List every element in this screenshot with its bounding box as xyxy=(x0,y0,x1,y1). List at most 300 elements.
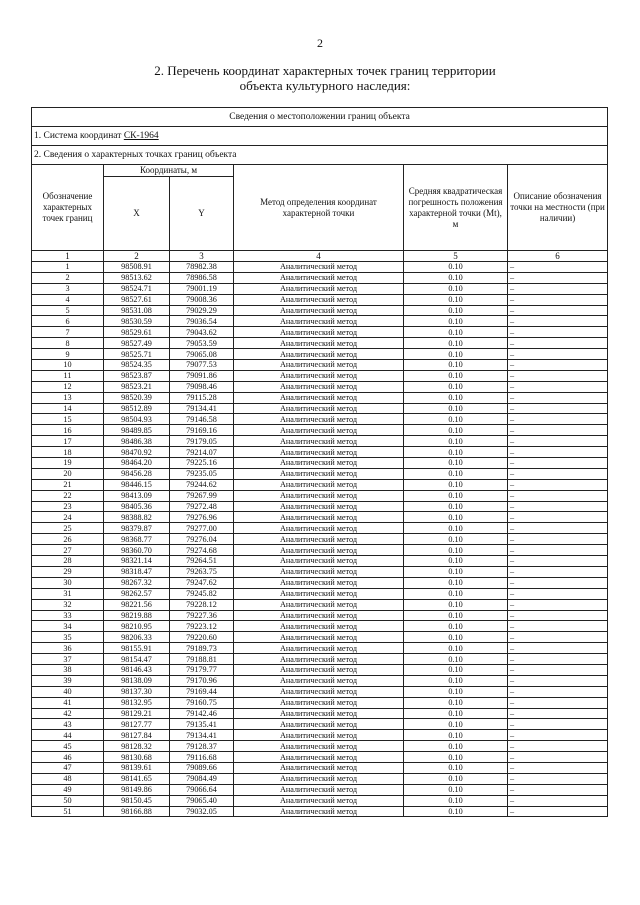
description-cell: – xyxy=(508,654,608,665)
col-number-5: 5 xyxy=(404,251,508,262)
method-cell: Аналитический метод xyxy=(234,370,404,381)
point-id-cell: 7 xyxy=(32,327,104,338)
error-cell: 0.10 xyxy=(404,577,508,588)
table-row xyxy=(32,414,608,425)
x-coordinate-cell: 98321.14 xyxy=(104,556,170,567)
x-coordinate-cell: 98525.71 xyxy=(104,349,170,360)
method-cell: Аналитический метод xyxy=(234,752,404,763)
y-coordinate-cell: 79276.04 xyxy=(170,534,234,545)
description-cell: – xyxy=(508,316,608,327)
error-cell: 0.10 xyxy=(404,762,508,773)
point-id-cell: 3 xyxy=(32,283,104,294)
error-cell: 0.10 xyxy=(404,414,508,425)
method-cell: Аналитический метод xyxy=(234,545,404,556)
description-cell: – xyxy=(508,730,608,741)
method-cell: Аналитический метод xyxy=(234,360,404,371)
description-cell: – xyxy=(508,392,608,403)
table-row xyxy=(32,654,608,665)
point-id-cell: 44 xyxy=(32,730,104,741)
y-coordinate-cell: 79223.12 xyxy=(170,621,234,632)
error-cell: 0.10 xyxy=(404,752,508,763)
error-cell: 0.10 xyxy=(404,262,508,273)
description-cell: – xyxy=(508,327,608,338)
method-cell: Аналитический метод xyxy=(234,414,404,425)
table-row xyxy=(32,664,608,675)
y-coordinate-cell: 79277.00 xyxy=(170,523,234,534)
error-cell: 0.10 xyxy=(404,632,508,643)
method-cell: Аналитический метод xyxy=(234,784,404,795)
point-id-cell: 47 xyxy=(32,762,104,773)
description-cell: – xyxy=(508,643,608,654)
method-cell: Аналитический метод xyxy=(234,534,404,545)
description-cell: – xyxy=(508,556,608,567)
point-id-cell: 21 xyxy=(32,479,104,490)
x-coordinate-cell: 98524.35 xyxy=(104,360,170,371)
table-row xyxy=(32,588,608,599)
table-row xyxy=(32,381,608,392)
y-coordinate-cell: 79115.28 xyxy=(170,392,234,403)
table-row xyxy=(32,610,608,621)
description-cell: – xyxy=(508,468,608,479)
error-cell: 0.10 xyxy=(404,621,508,632)
table-row xyxy=(32,490,608,501)
y-coordinate-cell: 79276.96 xyxy=(170,512,234,523)
method-cell: Аналитический метод xyxy=(234,262,404,273)
point-id-cell: 27 xyxy=(32,545,104,556)
error-cell: 0.10 xyxy=(404,370,508,381)
col-number-2: 2 xyxy=(104,251,170,262)
description-cell: – xyxy=(508,806,608,817)
table-row xyxy=(32,599,608,610)
y-coordinate-cell: 79227.36 xyxy=(170,610,234,621)
x-coordinate-cell: 98141.65 xyxy=(104,773,170,784)
table-row xyxy=(32,327,608,338)
point-id-cell: 30 xyxy=(32,577,104,588)
point-id-cell: 9 xyxy=(32,349,104,360)
description-cell: – xyxy=(508,338,608,349)
y-coordinate-cell: 79066.64 xyxy=(170,784,234,795)
point-id-cell: 29 xyxy=(32,566,104,577)
error-cell: 0.10 xyxy=(404,316,508,327)
header-x: X xyxy=(104,177,170,251)
description-cell: – xyxy=(508,675,608,686)
point-id-cell: 24 xyxy=(32,512,104,523)
title-line-1: 2. Перечень координат характерных точек границ территории xyxy=(154,63,496,78)
description-cell: – xyxy=(508,283,608,294)
point-id-cell: 22 xyxy=(32,490,104,501)
y-coordinate-cell: 79065.08 xyxy=(170,349,234,360)
table-row xyxy=(32,392,608,403)
table-row xyxy=(32,686,608,697)
table-row xyxy=(32,360,608,371)
error-cell: 0.10 xyxy=(404,490,508,501)
table-row xyxy=(32,262,608,273)
description-cell: – xyxy=(508,414,608,425)
x-coordinate-cell: 98138.09 xyxy=(104,675,170,686)
description-cell: – xyxy=(508,370,608,381)
point-id-cell: 4 xyxy=(32,294,104,305)
point-id-cell: 46 xyxy=(32,752,104,763)
x-coordinate-cell: 98132.95 xyxy=(104,697,170,708)
coordinate-system-value: СК-1964 xyxy=(123,131,159,141)
table-row xyxy=(32,643,608,654)
table-row xyxy=(32,577,608,588)
point-id-cell: 28 xyxy=(32,556,104,567)
y-coordinate-cell: 79008.36 xyxy=(170,294,234,305)
point-id-cell: 2 xyxy=(32,272,104,283)
description-cell: – xyxy=(508,741,608,752)
error-cell: 0.10 xyxy=(404,479,508,490)
description-cell: – xyxy=(508,381,608,392)
error-cell: 0.10 xyxy=(404,545,508,556)
table-row xyxy=(32,806,608,817)
error-cell: 0.10 xyxy=(404,403,508,414)
y-coordinate-cell: 79235.05 xyxy=(170,468,234,479)
header-method: Метод определения координат характерной точки xyxy=(234,165,404,251)
table-row xyxy=(32,566,608,577)
point-id-cell: 48 xyxy=(32,773,104,784)
coordinate-system xyxy=(32,127,608,146)
method-cell: Аналитический метод xyxy=(234,773,404,784)
description-cell: – xyxy=(508,501,608,512)
point-id-cell: 11 xyxy=(32,370,104,381)
x-coordinate-cell: 98379.87 xyxy=(104,523,170,534)
col-number-3: 3 xyxy=(170,251,234,262)
error-cell: 0.10 xyxy=(404,784,508,795)
method-cell: Аналитический метод xyxy=(234,806,404,817)
y-coordinate-cell: 79032.05 xyxy=(170,806,234,817)
table-row xyxy=(32,468,608,479)
method-cell: Аналитический метод xyxy=(234,447,404,458)
description-cell: – xyxy=(508,545,608,556)
description-cell: – xyxy=(508,523,608,534)
point-id-cell: 14 xyxy=(32,403,104,414)
x-coordinate-cell: 98262.57 xyxy=(104,588,170,599)
y-coordinate-cell: 79263.75 xyxy=(170,566,234,577)
description-cell: – xyxy=(508,436,608,447)
table-row xyxy=(32,512,608,523)
point-id-cell: 23 xyxy=(32,501,104,512)
point-id-cell: 34 xyxy=(32,621,104,632)
table-row xyxy=(32,752,608,763)
x-coordinate-cell: 98529.61 xyxy=(104,327,170,338)
x-coordinate-cell: 98530.59 xyxy=(104,316,170,327)
description-cell: – xyxy=(508,697,608,708)
y-coordinate-cell: 79169.44 xyxy=(170,686,234,697)
y-coordinate-cell: 79001.19 xyxy=(170,283,234,294)
method-cell: Аналитический метод xyxy=(234,392,404,403)
error-cell: 0.10 xyxy=(404,806,508,817)
y-coordinate-cell: 79179.05 xyxy=(170,436,234,447)
point-id-cell: 20 xyxy=(32,468,104,479)
y-coordinate-cell: 79228.12 xyxy=(170,599,234,610)
point-id-cell: 39 xyxy=(32,675,104,686)
x-coordinate-cell: 98523.21 xyxy=(104,381,170,392)
y-coordinate-cell: 79247.62 xyxy=(170,577,234,588)
point-id-cell: 36 xyxy=(32,643,104,654)
method-cell: Аналитический метод xyxy=(234,588,404,599)
method-cell: Аналитический метод xyxy=(234,643,404,654)
x-coordinate-cell: 98489.85 xyxy=(104,425,170,436)
description-cell: – xyxy=(508,773,608,784)
y-coordinate-cell: 79128.37 xyxy=(170,741,234,752)
description-cell: – xyxy=(508,349,608,360)
method-cell: Аналитический метод xyxy=(234,708,404,719)
method-cell: Аналитический метод xyxy=(234,338,404,349)
y-coordinate-cell: 79084.49 xyxy=(170,773,234,784)
y-coordinate-cell: 79053.59 xyxy=(170,338,234,349)
error-cell: 0.10 xyxy=(404,327,508,338)
error-cell: 0.10 xyxy=(404,447,508,458)
x-coordinate-cell: 98464.20 xyxy=(104,458,170,469)
method-cell: Аналитический метод xyxy=(234,686,404,697)
table-row xyxy=(32,632,608,643)
table-row xyxy=(32,773,608,784)
y-coordinate-cell: 79036.54 xyxy=(170,316,234,327)
x-coordinate-cell: 98210.95 xyxy=(104,621,170,632)
y-coordinate-cell: 79188.81 xyxy=(170,654,234,665)
description-cell: – xyxy=(508,719,608,730)
x-coordinate-cell: 98127.84 xyxy=(104,730,170,741)
description-cell: – xyxy=(508,262,608,273)
x-coordinate-cell: 98127.77 xyxy=(104,719,170,730)
description-cell: – xyxy=(508,686,608,697)
error-cell: 0.10 xyxy=(404,654,508,665)
point-id-cell: 49 xyxy=(32,784,104,795)
x-coordinate-cell: 98267.32 xyxy=(104,577,170,588)
description-cell: – xyxy=(508,752,608,763)
x-coordinate-cell: 98388.82 xyxy=(104,512,170,523)
point-id-cell: 16 xyxy=(32,425,104,436)
method-cell: Аналитический метод xyxy=(234,566,404,577)
error-cell: 0.10 xyxy=(404,294,508,305)
description-cell: – xyxy=(508,490,608,501)
description-cell: – xyxy=(508,425,608,436)
description-cell: – xyxy=(508,762,608,773)
x-coordinate-cell: 98524.71 xyxy=(104,283,170,294)
col-number-6: 6 xyxy=(508,251,608,262)
point-id-cell: 38 xyxy=(32,664,104,675)
table-row xyxy=(32,523,608,534)
x-coordinate-cell: 98150.45 xyxy=(104,795,170,806)
point-id-cell: 17 xyxy=(32,436,104,447)
x-coordinate-cell: 98219.88 xyxy=(104,610,170,621)
y-coordinate-cell: 79029.29 xyxy=(170,305,234,316)
method-cell: Аналитический метод xyxy=(234,283,404,294)
description-cell: – xyxy=(508,447,608,458)
point-id-cell: 31 xyxy=(32,588,104,599)
point-id-cell: 25 xyxy=(32,523,104,534)
y-coordinate-cell: 79169.16 xyxy=(170,425,234,436)
description-cell: – xyxy=(508,479,608,490)
x-coordinate-cell: 98146.43 xyxy=(104,664,170,675)
y-coordinate-cell: 79267.99 xyxy=(170,490,234,501)
x-coordinate-cell: 98129.21 xyxy=(104,708,170,719)
method-cell: Аналитический метод xyxy=(234,632,404,643)
y-coordinate-cell: 79146.58 xyxy=(170,414,234,425)
error-cell: 0.10 xyxy=(404,360,508,371)
x-coordinate-cell: 98139.61 xyxy=(104,762,170,773)
table-row xyxy=(32,316,608,327)
x-coordinate-cell: 98154.47 xyxy=(104,654,170,665)
error-cell: 0.10 xyxy=(404,458,508,469)
x-coordinate-cell: 98149.86 xyxy=(104,784,170,795)
point-id-cell: 19 xyxy=(32,458,104,469)
description-cell: – xyxy=(508,610,608,621)
point-id-cell: 1 xyxy=(32,262,104,273)
coordinates-table xyxy=(31,107,608,817)
method-cell: Аналитический метод xyxy=(234,272,404,283)
table-caption: Сведения о местоположении границ объекта xyxy=(32,108,608,127)
x-coordinate-cell: 98508.91 xyxy=(104,262,170,273)
table-row xyxy=(32,305,608,316)
method-cell: Аналитический метод xyxy=(234,621,404,632)
method-cell: Аналитический метод xyxy=(234,327,404,338)
method-cell: Аналитический метод xyxy=(234,697,404,708)
y-coordinate-cell: 79098.46 xyxy=(170,381,234,392)
description-cell: – xyxy=(508,403,608,414)
point-id-cell: 37 xyxy=(32,654,104,665)
y-coordinate-cell: 78986.58 xyxy=(170,272,234,283)
document-title xyxy=(60,63,590,93)
x-coordinate-cell: 98368.77 xyxy=(104,534,170,545)
description-cell: – xyxy=(508,512,608,523)
method-cell: Аналитический метод xyxy=(234,458,404,469)
error-cell: 0.10 xyxy=(404,272,508,283)
x-coordinate-cell: 98520.39 xyxy=(104,392,170,403)
error-cell: 0.10 xyxy=(404,338,508,349)
y-coordinate-cell: 79272.48 xyxy=(170,501,234,512)
error-cell: 0.10 xyxy=(404,534,508,545)
point-id-cell: 12 xyxy=(32,381,104,392)
y-coordinate-cell: 79043.62 xyxy=(170,327,234,338)
method-cell: Аналитический метод xyxy=(234,664,404,675)
header-point: Обозначение характерных точек границ xyxy=(32,165,104,251)
table-row xyxy=(32,621,608,632)
x-coordinate-cell: 98128.32 xyxy=(104,741,170,752)
method-cell: Аналитический метод xyxy=(234,719,404,730)
table-row xyxy=(32,708,608,719)
x-coordinate-cell: 98456.28 xyxy=(104,468,170,479)
method-cell: Аналитический метод xyxy=(234,741,404,752)
error-cell: 0.10 xyxy=(404,686,508,697)
page-number: 2 xyxy=(317,36,323,50)
error-cell: 0.10 xyxy=(404,599,508,610)
description-cell: – xyxy=(508,588,608,599)
method-cell: Аналитический метод xyxy=(234,795,404,806)
point-id-cell: 51 xyxy=(32,806,104,817)
error-cell: 0.10 xyxy=(404,730,508,741)
point-id-cell: 13 xyxy=(32,392,104,403)
error-cell: 0.10 xyxy=(404,588,508,599)
y-coordinate-cell: 79214.07 xyxy=(170,447,234,458)
col-number-4: 4 xyxy=(234,251,404,262)
y-coordinate-cell: 79134.41 xyxy=(170,403,234,414)
description-cell: – xyxy=(508,795,608,806)
y-coordinate-cell: 79220.60 xyxy=(170,632,234,643)
col-number-1: 1 xyxy=(32,251,104,262)
x-coordinate-cell: 98318.47 xyxy=(104,566,170,577)
point-id-cell: 41 xyxy=(32,697,104,708)
point-id-cell: 33 xyxy=(32,610,104,621)
method-cell: Аналитический метод xyxy=(234,523,404,534)
table-row xyxy=(32,534,608,545)
x-coordinate-cell: 98446.15 xyxy=(104,479,170,490)
error-cell: 0.10 xyxy=(404,436,508,447)
point-id-cell: 6 xyxy=(32,316,104,327)
method-cell: Аналитический метод xyxy=(234,436,404,447)
x-coordinate-cell: 98523.87 xyxy=(104,370,170,381)
x-coordinate-cell: 98531.08 xyxy=(104,305,170,316)
description-cell: – xyxy=(508,784,608,795)
point-id-cell: 5 xyxy=(32,305,104,316)
y-coordinate-cell: 79245.82 xyxy=(170,588,234,599)
y-coordinate-cell: 79170.96 xyxy=(170,675,234,686)
y-coordinate-cell: 79179.77 xyxy=(170,664,234,675)
error-cell: 0.10 xyxy=(404,305,508,316)
table-row xyxy=(32,762,608,773)
point-id-cell: 15 xyxy=(32,414,104,425)
table-row xyxy=(32,784,608,795)
table-row xyxy=(32,370,608,381)
table-row xyxy=(32,675,608,686)
point-id-cell: 43 xyxy=(32,719,104,730)
point-id-cell: 10 xyxy=(32,360,104,371)
x-coordinate-cell: 98155.91 xyxy=(104,643,170,654)
table-row xyxy=(32,283,608,294)
point-id-cell: 26 xyxy=(32,534,104,545)
method-cell: Аналитический метод xyxy=(234,675,404,686)
description-cell: – xyxy=(508,458,608,469)
x-coordinate-cell: 98130.68 xyxy=(104,752,170,763)
x-coordinate-cell: 98470.92 xyxy=(104,447,170,458)
error-cell: 0.10 xyxy=(404,501,508,512)
error-cell: 0.10 xyxy=(404,719,508,730)
point-id-cell: 18 xyxy=(32,447,104,458)
table-row xyxy=(32,741,608,752)
error-cell: 0.10 xyxy=(404,512,508,523)
method-cell: Аналитический метод xyxy=(234,316,404,327)
description-cell: – xyxy=(508,632,608,643)
table-row xyxy=(32,403,608,414)
y-coordinate-cell: 79142.46 xyxy=(170,708,234,719)
y-coordinate-cell: 79160.75 xyxy=(170,697,234,708)
error-cell: 0.10 xyxy=(404,664,508,675)
error-cell: 0.10 xyxy=(404,773,508,784)
error-cell: 0.10 xyxy=(404,675,508,686)
x-coordinate-cell: 98413.09 xyxy=(104,490,170,501)
method-cell: Аналитический метод xyxy=(234,425,404,436)
method-cell: Аналитический метод xyxy=(234,730,404,741)
table-row xyxy=(32,447,608,458)
method-cell: Аналитический метод xyxy=(234,610,404,621)
table-row xyxy=(32,730,608,741)
error-cell: 0.10 xyxy=(404,643,508,654)
y-coordinate-cell: 79244.62 xyxy=(170,479,234,490)
error-cell: 0.10 xyxy=(404,523,508,534)
x-coordinate-cell: 98137.30 xyxy=(104,686,170,697)
table-row xyxy=(32,436,608,447)
description-cell: – xyxy=(508,577,608,588)
description-cell: – xyxy=(508,305,608,316)
method-cell: Аналитический метод xyxy=(234,599,404,610)
description-cell: – xyxy=(508,360,608,371)
header-description: Описание обозначения точки на местности (при наличии) xyxy=(508,165,608,251)
y-coordinate-cell: 79135.41 xyxy=(170,719,234,730)
description-cell: – xyxy=(508,272,608,283)
table-row xyxy=(32,501,608,512)
y-coordinate-cell: 79091.86 xyxy=(170,370,234,381)
